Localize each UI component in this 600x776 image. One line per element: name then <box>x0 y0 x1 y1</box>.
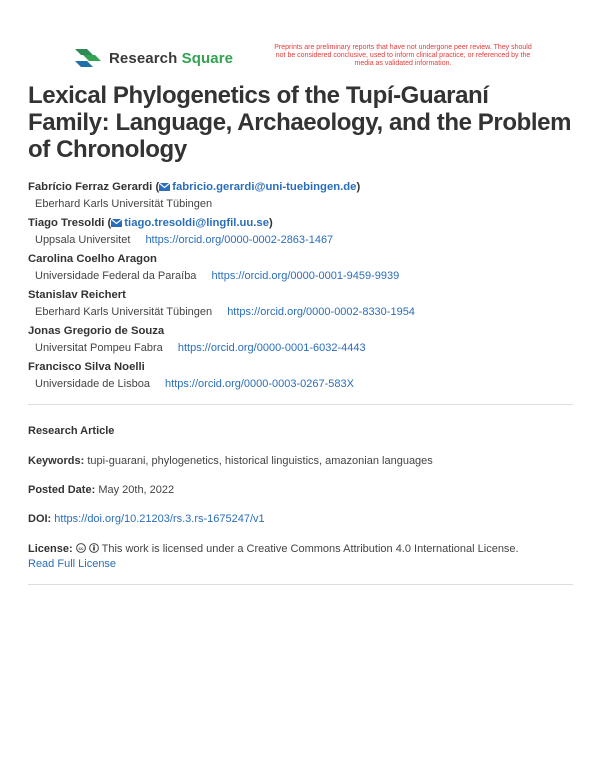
author-entry: Tiago Tresoldi ( tiago.tresoldi@lingfil.uu.se) Uppsala Universitet https://orcid.org/0000-0002-2863-1467 <box>28 217 334 246</box>
divider <box>28 584 573 585</box>
cc-icon <box>76 543 86 553</box>
orcid-link[interactable]: https://orcid.org/0000-0002-8330-1954 <box>227 306 415 318</box>
posted-date-row <box>28 483 573 498</box>
orcid-link[interactable]: https://orcid.org/0000-0002-2863-1467 <box>145 234 334 246</box>
author-name: Francisco Silva Noelli <box>28 361 145 373</box>
author-affiliation: Eberhard Karls Universität Tübingen <box>35 198 213 210</box>
research-square-logo[interactable] <box>73 46 233 70</box>
svg-text:cc: cc <box>78 546 84 551</box>
keywords-row <box>28 454 573 469</box>
author-entry <box>28 288 573 324</box>
orcid-link[interactable]: https://orcid.org/0000-0001-6032-4443 <box>177 342 366 354</box>
divider <box>28 404 573 405</box>
keywords-label: Keywords: <box>28 455 85 467</box>
license-row <box>28 542 573 572</box>
author-affiliation: Universidade Federal da Paraíba <box>35 270 197 282</box>
posted-date-label: Posted Date: <box>28 484 96 496</box>
doi-link[interactable]: https://doi.org/10.21203/rs.3.rs-1675247/v1 <box>54 513 265 525</box>
envelope-icon <box>159 183 170 191</box>
author-affiliation: Universitat Pompeu Fabra <box>35 342 163 354</box>
keywords-value: tupi-guarani, phylogenetics, historical linguistics, amazonian languages <box>87 455 433 467</box>
page-header <box>73 44 533 74</box>
author-email-link[interactable]: fabricio.gerardi@uni-tuebingen.de <box>159 181 356 193</box>
author-affiliation: Uppsala Universitet <box>35 234 131 246</box>
author-name: Fabrício Ferraz Gerardi <box>28 181 153 193</box>
read-full-license-link[interactable]: Read Full License <box>28 558 117 570</box>
author-affiliation: Eberhard Karls Universität Tübingen <box>35 306 213 318</box>
license-label: License: <box>28 543 73 555</box>
orcid-link[interactable]: https://orcid.org/0000-0003-0267-583X <box>165 378 354 390</box>
doi-row <box>28 512 573 527</box>
author-email-link[interactable]: tiago.tresoldi@lingfil.uu.se <box>111 217 269 229</box>
posted-date-value: May 20th, 2022 <box>98 484 175 496</box>
by-icon <box>89 543 99 553</box>
article-type: Research Article <box>28 425 115 437</box>
author-name: Jonas Gregorio de Souza <box>28 325 165 337</box>
author-entry <box>28 252 573 288</box>
author-entry: Fabrício Ferraz Gerardi ( fabricio.gerardi@uni-tuebingen.de) Eberhard Karls Universität Tübingen <box>28 181 361 210</box>
page-title: Lexical Phylogenetics of the Tupí-Guaraní Family: Language, Archaeology, and the Problem of Chronology <box>28 82 572 163</box>
author-name: Tiago Tresoldi <box>28 217 105 229</box>
preprint-notice: Preprints are preliminary reports that have not undergone peer review. They should not be considered conclusive, used to inform clinical practice, or referenced by the media as validated information. <box>274 44 532 67</box>
research-square-logo-icon <box>73 46 103 70</box>
orcid-link[interactable]: https://orcid.org/0000-0001-9459-9939 <box>211 270 400 282</box>
author-entry <box>28 360 573 396</box>
author-list <box>28 180 573 396</box>
author-entry <box>28 324 573 360</box>
logo-text: Research Square <box>109 49 234 67</box>
author-name: Stanislav Reichert <box>28 289 126 301</box>
author-affiliation: Universidade de Lisboa <box>35 378 150 390</box>
author-name: Carolina Coelho Aragon <box>28 253 157 265</box>
envelope-icon <box>111 219 122 227</box>
license-text: This work is licensed under a Creative Commons Attribution 4.0 International License. <box>101 543 519 555</box>
doi-label: DOI: <box>28 513 52 525</box>
